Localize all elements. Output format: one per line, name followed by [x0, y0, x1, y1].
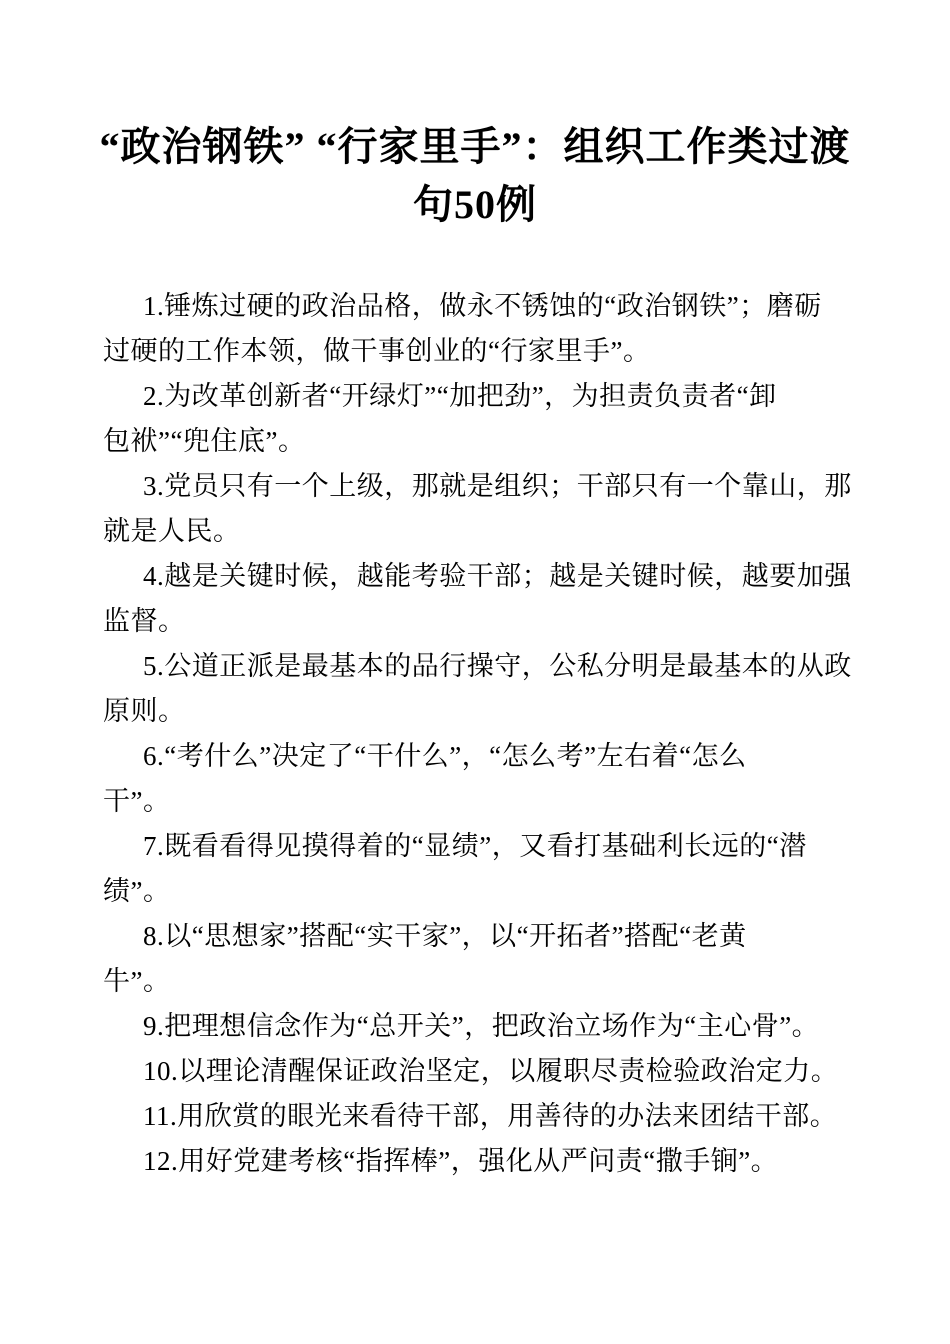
- body-line-3a: 3.党员只有一个上级，那就是组织；干部只有一个靠山，那: [143, 471, 852, 501]
- body-line-7b: 绩”。: [103, 876, 171, 906]
- document-title: [0, 0, 950, 234]
- body-line-2b: 包袱”“兜住底”。: [103, 426, 306, 456]
- title-line-1: “政治钢铁” “行家里手”：组织工作类过渡: [99, 124, 851, 169]
- body-line-4b: 监督。: [103, 606, 186, 636]
- body-line-8b: 牛”。: [103, 966, 171, 996]
- body-line-1b: 过硬的工作本领，做干事创业的“行家里手”。: [103, 336, 651, 366]
- body-line-5b: 原则。: [103, 696, 186, 726]
- body-line-11: 11.用欣赏的眼光来看待干部，用善待的办法来团结干部。: [143, 1101, 838, 1131]
- body-line-2a: 2.为改革创新者“开绿灯”“加把劲”，为担责负责者“卸: [143, 381, 777, 411]
- body-line-10: 10.以理论清醒保证政治坚定，以履职尽责检验政治定力。: [143, 1056, 839, 1086]
- document-body: [0, 284, 950, 1184]
- body-line-8a: 8.以“思想家”搭配“实干家”，以“开拓者”搭配“老黄: [143, 921, 747, 951]
- body-line-1a: 1.锤炼过硬的政治品格，做永不锈蚀的“政治钢铁”；磨砺: [143, 291, 822, 321]
- body-line-4a: 4.越是关键时候，越能考验干部；越是关键时候，越要加强: [143, 561, 852, 591]
- body-line-12: 12.用好党建考核“指挥棒”，强化从严问责“撒手锏”。: [143, 1146, 779, 1176]
- body-line-5a: 5.公道正派是最基本的品行操守，公私分明是最基本的从政: [143, 651, 852, 681]
- body-line-6a: 6.“考什么”决定了“干什么”，“怎么考”左右着“怎么: [143, 741, 747, 771]
- body-line-9: 9.把理想信念作为“总开关”，把政治立场作为“主心骨”。: [143, 1011, 820, 1041]
- body-line-7a: 7.既看看得见摸得着的“显绩”，又看打基础利长远的“潜: [143, 831, 807, 861]
- title-line-2: 句50例: [413, 182, 537, 227]
- body-line-3b: 就是人民。: [103, 516, 241, 546]
- body-line-6b: 干”。: [103, 786, 171, 816]
